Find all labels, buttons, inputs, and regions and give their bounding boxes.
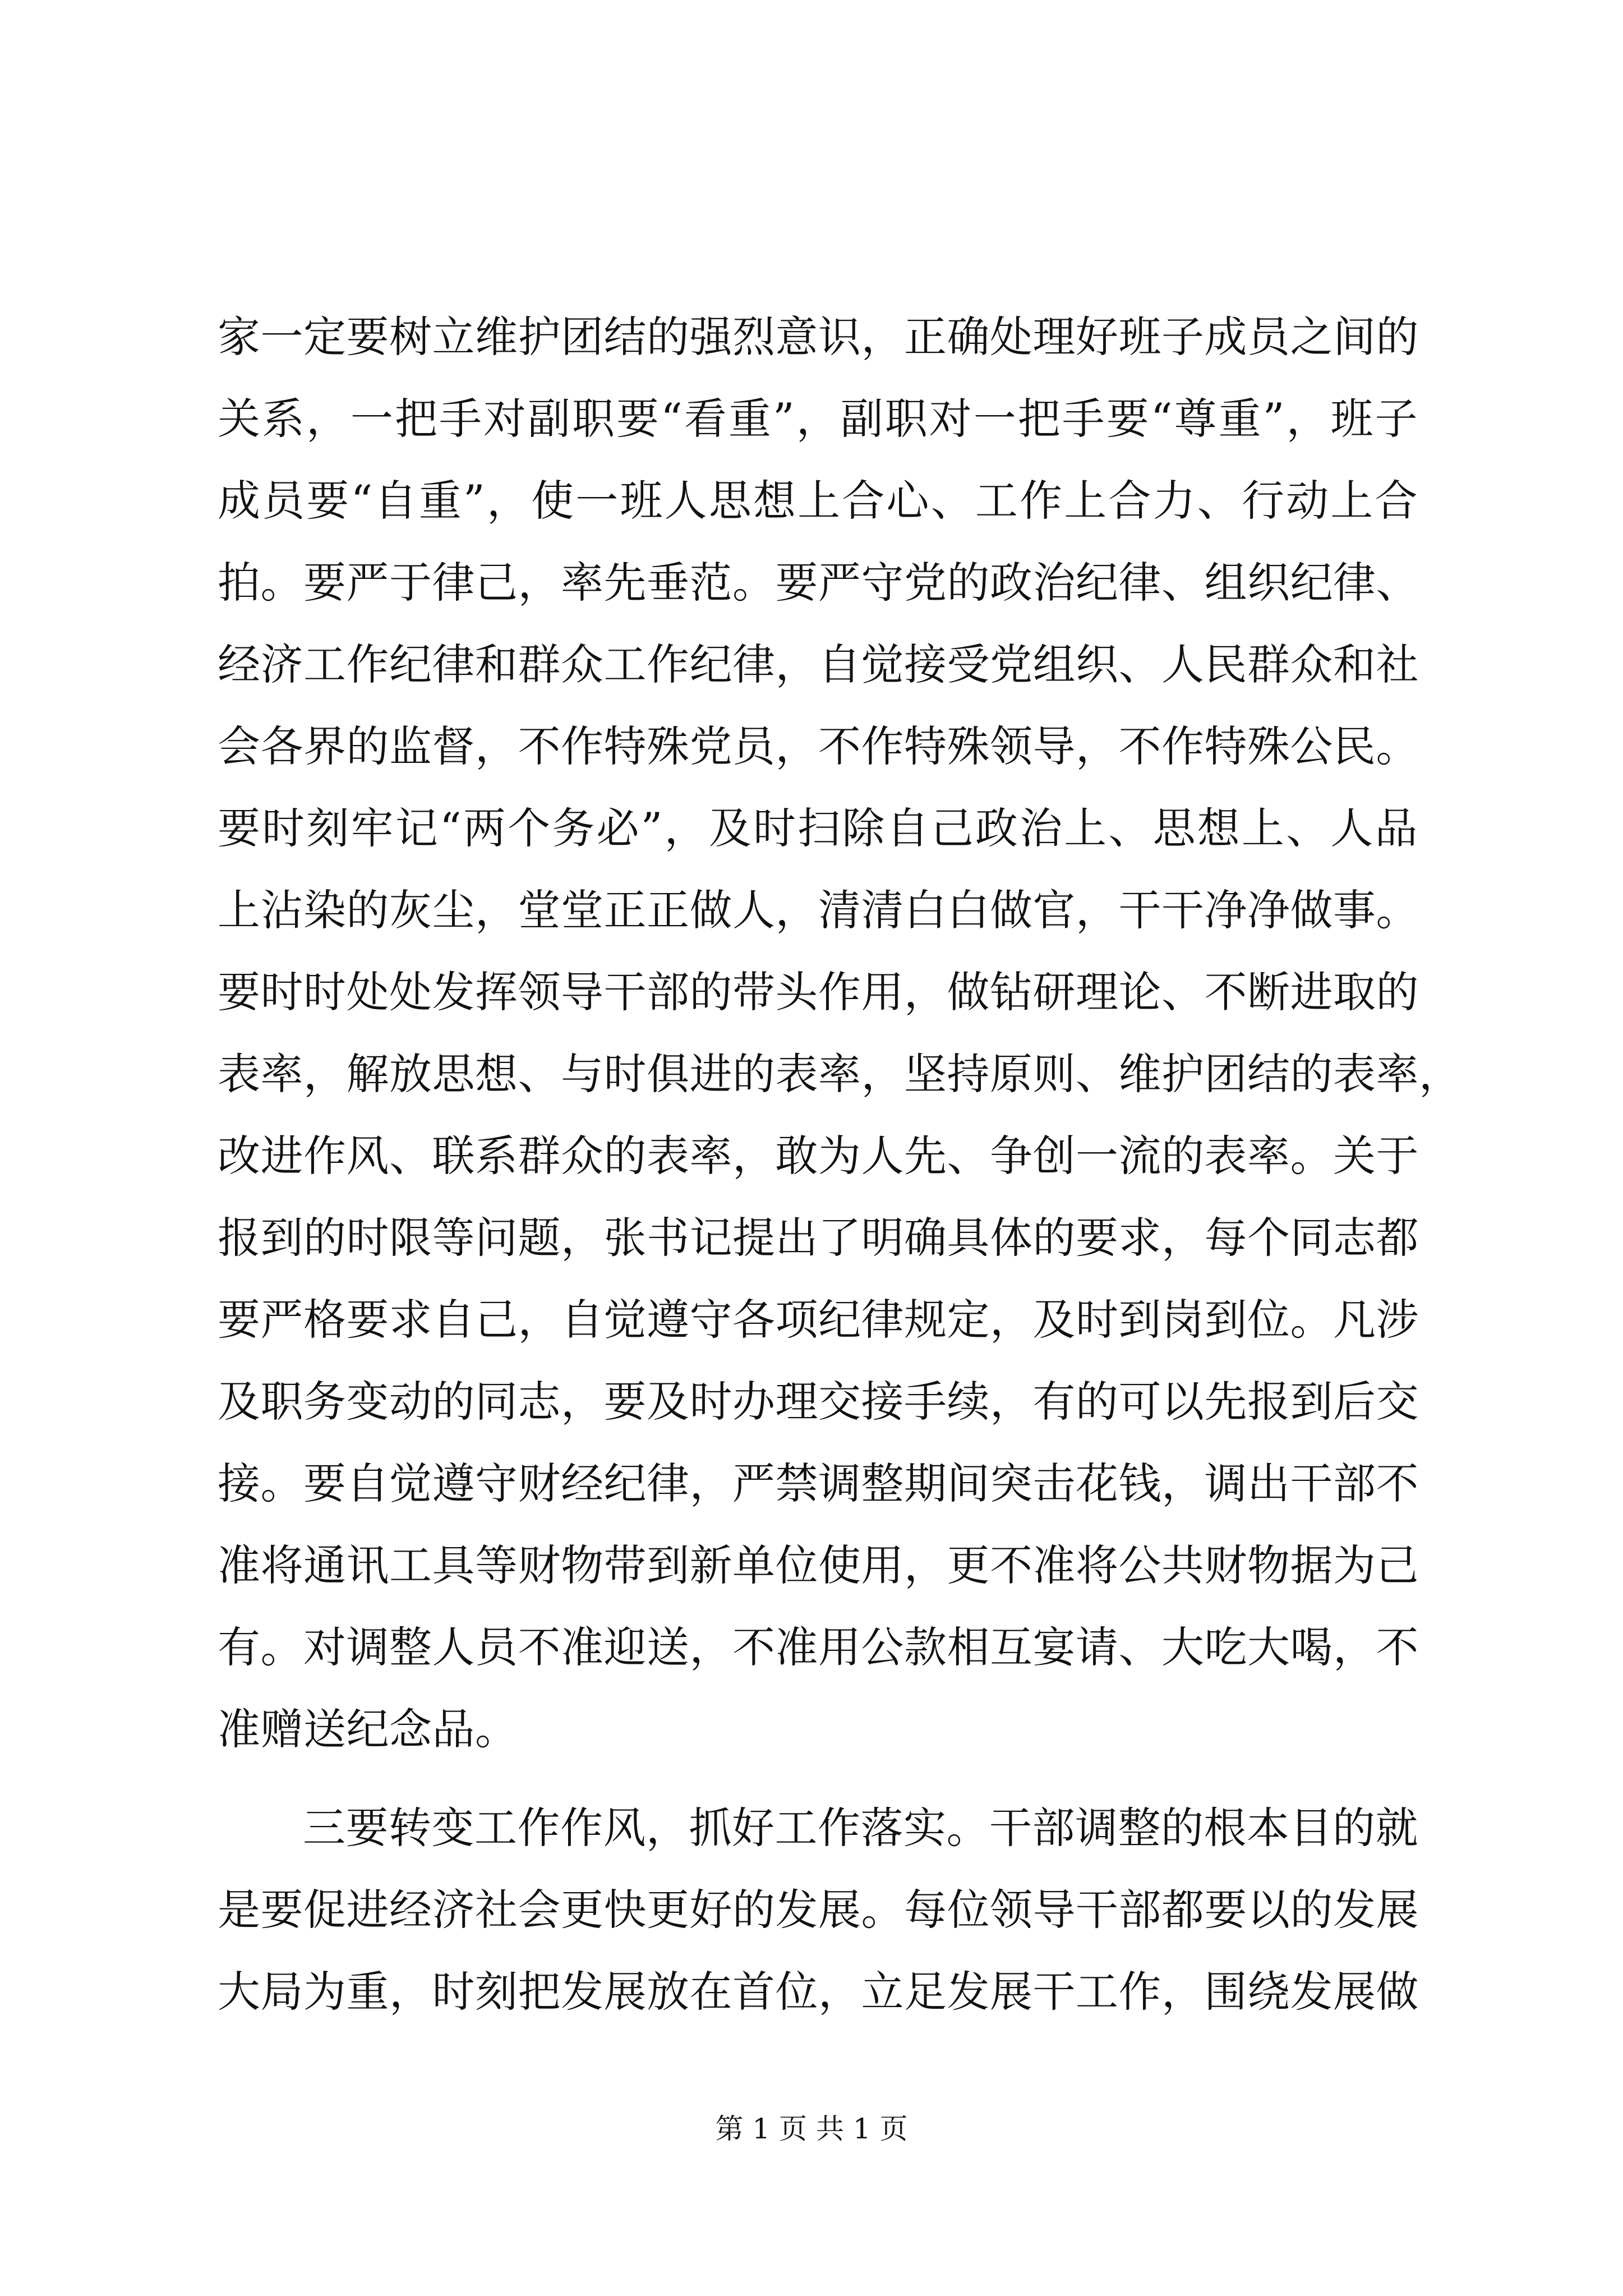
paragraph-spacer bbox=[218, 1770, 1418, 1787]
text-line: 家一定要树立维护团结的强烈意识，正确处理好班子成员之间的 bbox=[218, 312, 1419, 362]
text-line: 准将通讯工具等财物带到新单位使用，更不准将公共财物据为己 bbox=[218, 1540, 1419, 1590]
text-line: 有。对调整人员不准迎送，不准用公款相互宴请、大吃大喝，不 bbox=[218, 1622, 1419, 1672]
paragraph-2 bbox=[218, 1787, 1418, 2033]
text-line: 关系，一把手对副职要“看重”，副职对一把手要“尊重”，班子 bbox=[218, 394, 1418, 444]
body-text bbox=[218, 296, 1462, 2033]
page-footer: 第 1 页 共 1 页 bbox=[715, 2113, 908, 2145]
text-line: 经济工作纪律和群众工作纪律，自觉接受党组织、人民群众和社 bbox=[218, 639, 1419, 689]
text-line: 是要促进经济社会更快更好的发展。每位领导干部都要以的发展 bbox=[218, 1885, 1419, 1935]
text-line: 会各界的监督，不作特殊党员，不作特殊领导，不作特殊公民。 bbox=[218, 721, 1419, 771]
text-line: 表率，解放思想、与时俱进的表率，坚持原则、维护团结的表率， bbox=[218, 1049, 1462, 1099]
text-line: 成员要“自重”，使一班人思想上合心、工作上合力、行动上合 bbox=[218, 476, 1418, 526]
text-line: 要严格要求自己，自觉遵守各项纪律规定，及时到岗到位。凡涉 bbox=[218, 1295, 1419, 1345]
text-line: 要时刻牢记“两个务必”，及时扫除自己政治上、思想上、人品 bbox=[218, 803, 1418, 853]
paragraph-1 bbox=[218, 296, 1462, 1770]
text-line: 三要转变工作作风，抓好工作落实。干部调整的根本目的就 bbox=[303, 1803, 1418, 1853]
text-line: 要时时处处发挥领导干部的带头作用，做钻研理论、不断进取的 bbox=[218, 967, 1419, 1017]
text-line: 准赠送纪念品。 bbox=[218, 1704, 518, 1754]
text-line: 报到的时限等问题，张书记提出了明确具体的要求，每个同志都 bbox=[218, 1213, 1419, 1263]
text-line: 及职务变动的同志，要及时办理交接手续，有的可以先报到后交 bbox=[218, 1377, 1419, 1427]
text-line: 接。要自觉遵守财经纪律，严禁调整期间突击花钱，调出干部不 bbox=[218, 1458, 1419, 1508]
text-line: 改进作风、联系群众的表率，敢为人先、争创一流的表率。关于 bbox=[218, 1131, 1419, 1181]
text-line: 拍。要严于律己，率先垂范。要严守党的政治纪律、组织纪律、 bbox=[218, 558, 1419, 608]
text-line: 大局为重，时刻把发展放在首位，立足发展干工作，围绕发展做 bbox=[218, 1967, 1419, 2017]
text-line: 上沾染的灰尘，堂堂正正做人，清清白白做官，干干净净做事。 bbox=[218, 885, 1419, 935]
